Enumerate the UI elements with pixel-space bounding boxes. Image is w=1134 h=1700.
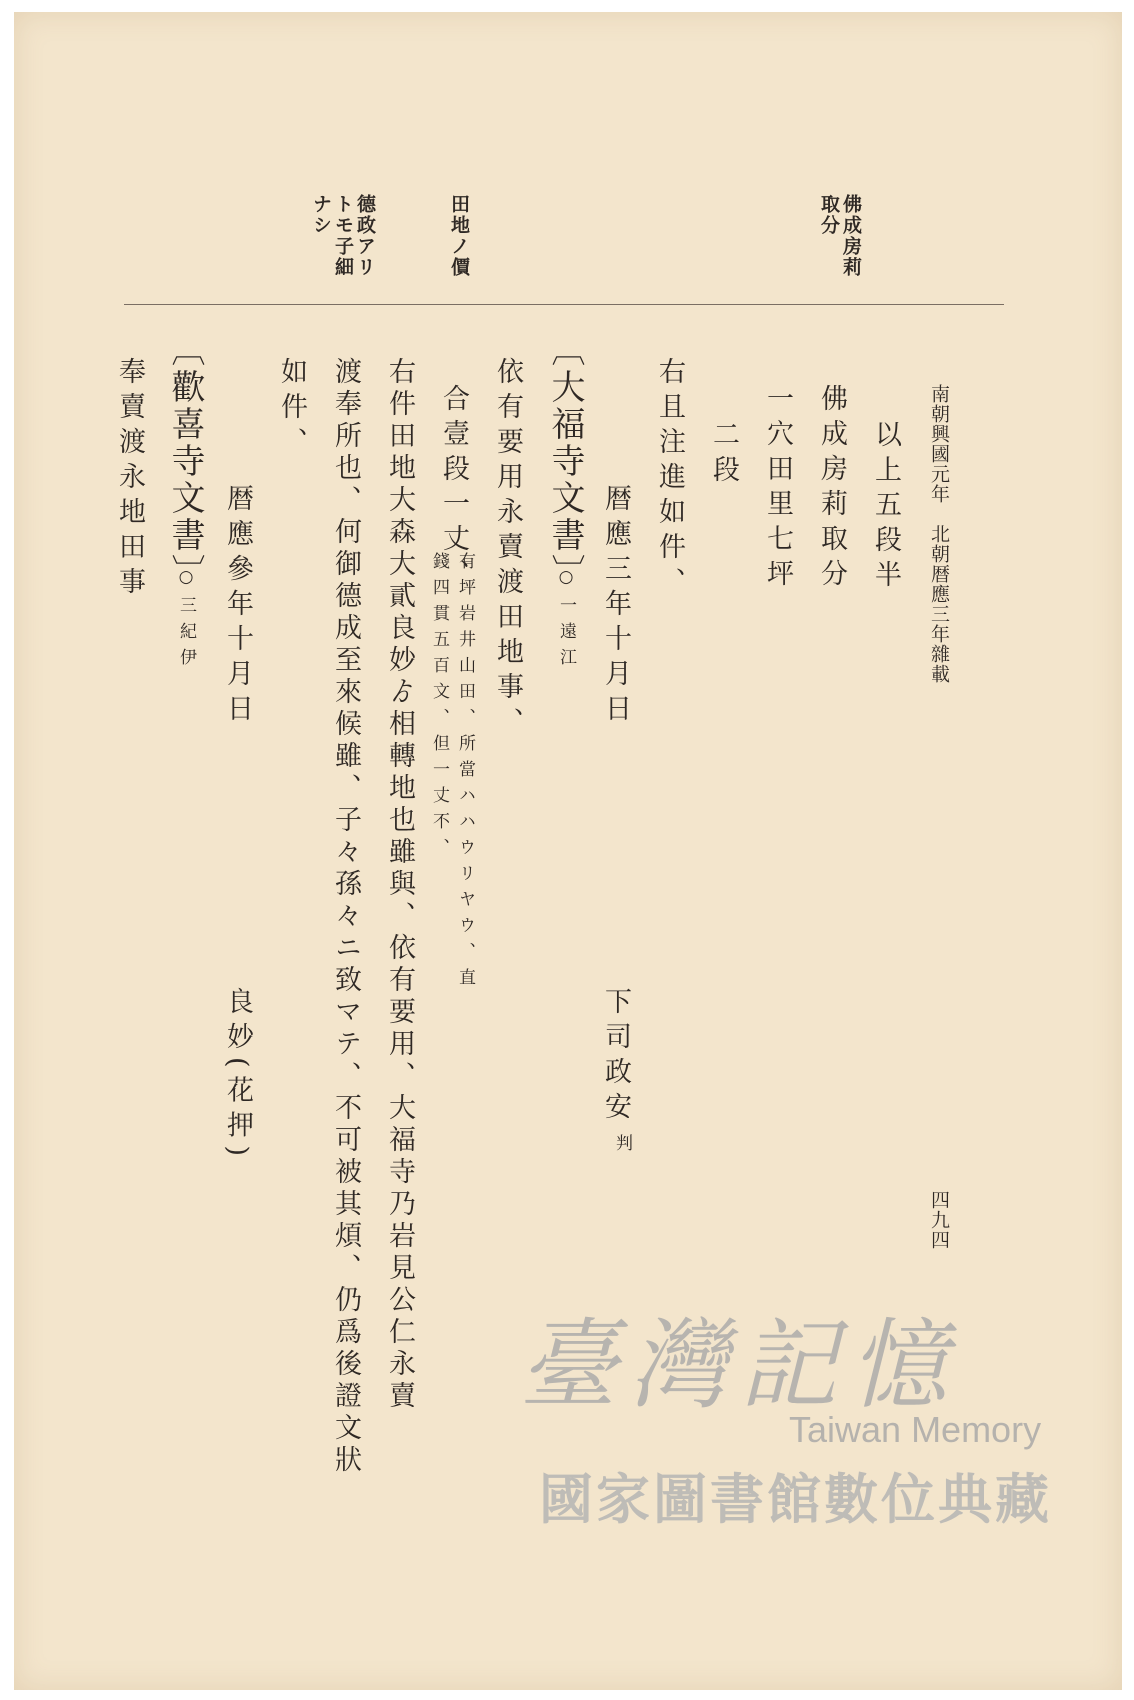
text-line-15: 奉賣渡永地田事 [114,357,145,602]
watermark-calligraphy: 臺灣記憶 [519,1309,960,1423]
text-line-8: 依有要用永賣渡田地事、 [492,357,523,742]
signature-1: 下司政安 [600,987,631,1127]
running-head: 南朝興國元年 北朝暦應三年雜載 [928,384,950,684]
margin-note-2: 田地ノ價 [448,194,470,278]
text-line-4: 二段 [708,420,739,490]
signature-2: 良妙(花押) [222,987,253,1165]
date-line-2: 暦應參年十月日 [222,484,253,729]
document-title-kankiji: 〔歡喜寺文書〕 [165,332,205,591]
margin-note-1b: 取分 [818,194,840,236]
text-line-10: 右件田地大森大貳良妙ゟ相轉地也雖與、依有要用、大福寺乃岩見公仁永賣 [384,357,415,1413]
document-source-2: ○三紀伊 [176,567,196,674]
document-title-daifukuji: 〔大福寺文書〕 [545,332,585,591]
watermark [519,1287,1079,1531]
text-line-1: 以上五段半 [870,420,901,595]
margin-note-1a: 佛成房莉 [840,194,862,278]
watermark-library: 國家圖書館數位典藏 [539,1468,1052,1531]
text-line-11: 渡奉所也、何御德成至來候雖、子々孫々ニ致マテ、不可被其煩、仍爲後證文狀 [330,357,361,1477]
page-number: 四九四 [928,1190,950,1250]
document-source-1: ○一遠江 [556,567,576,674]
margin-note-3a: 德政アリ [354,194,376,278]
text-line-9: 合壹段一丈、 [438,384,469,594]
text-line-5: 右且注進如件、 [654,357,685,602]
text-line-9-annotation: 有坪岩井山田、所當ハハウリヤウ、直錢四貫五百文、但一丈不、 [429,552,475,994]
header-rule [124,304,1004,305]
text-line-2: 佛成房莉取分 [816,384,847,594]
margin-note-3b: トモ子細 [332,194,354,278]
margin-note-3c: ナシ [310,194,332,236]
watermark-english: Taiwan Memory [789,1409,1042,1450]
signature-mark-1: 判 [612,1134,632,1160]
date-line-1: 暦應三年十月日 [600,484,631,729]
text-line-3: 一穴田里七坪 [762,384,793,594]
document-page [14,12,1122,1690]
text-line-12: 如件、 [276,357,307,462]
